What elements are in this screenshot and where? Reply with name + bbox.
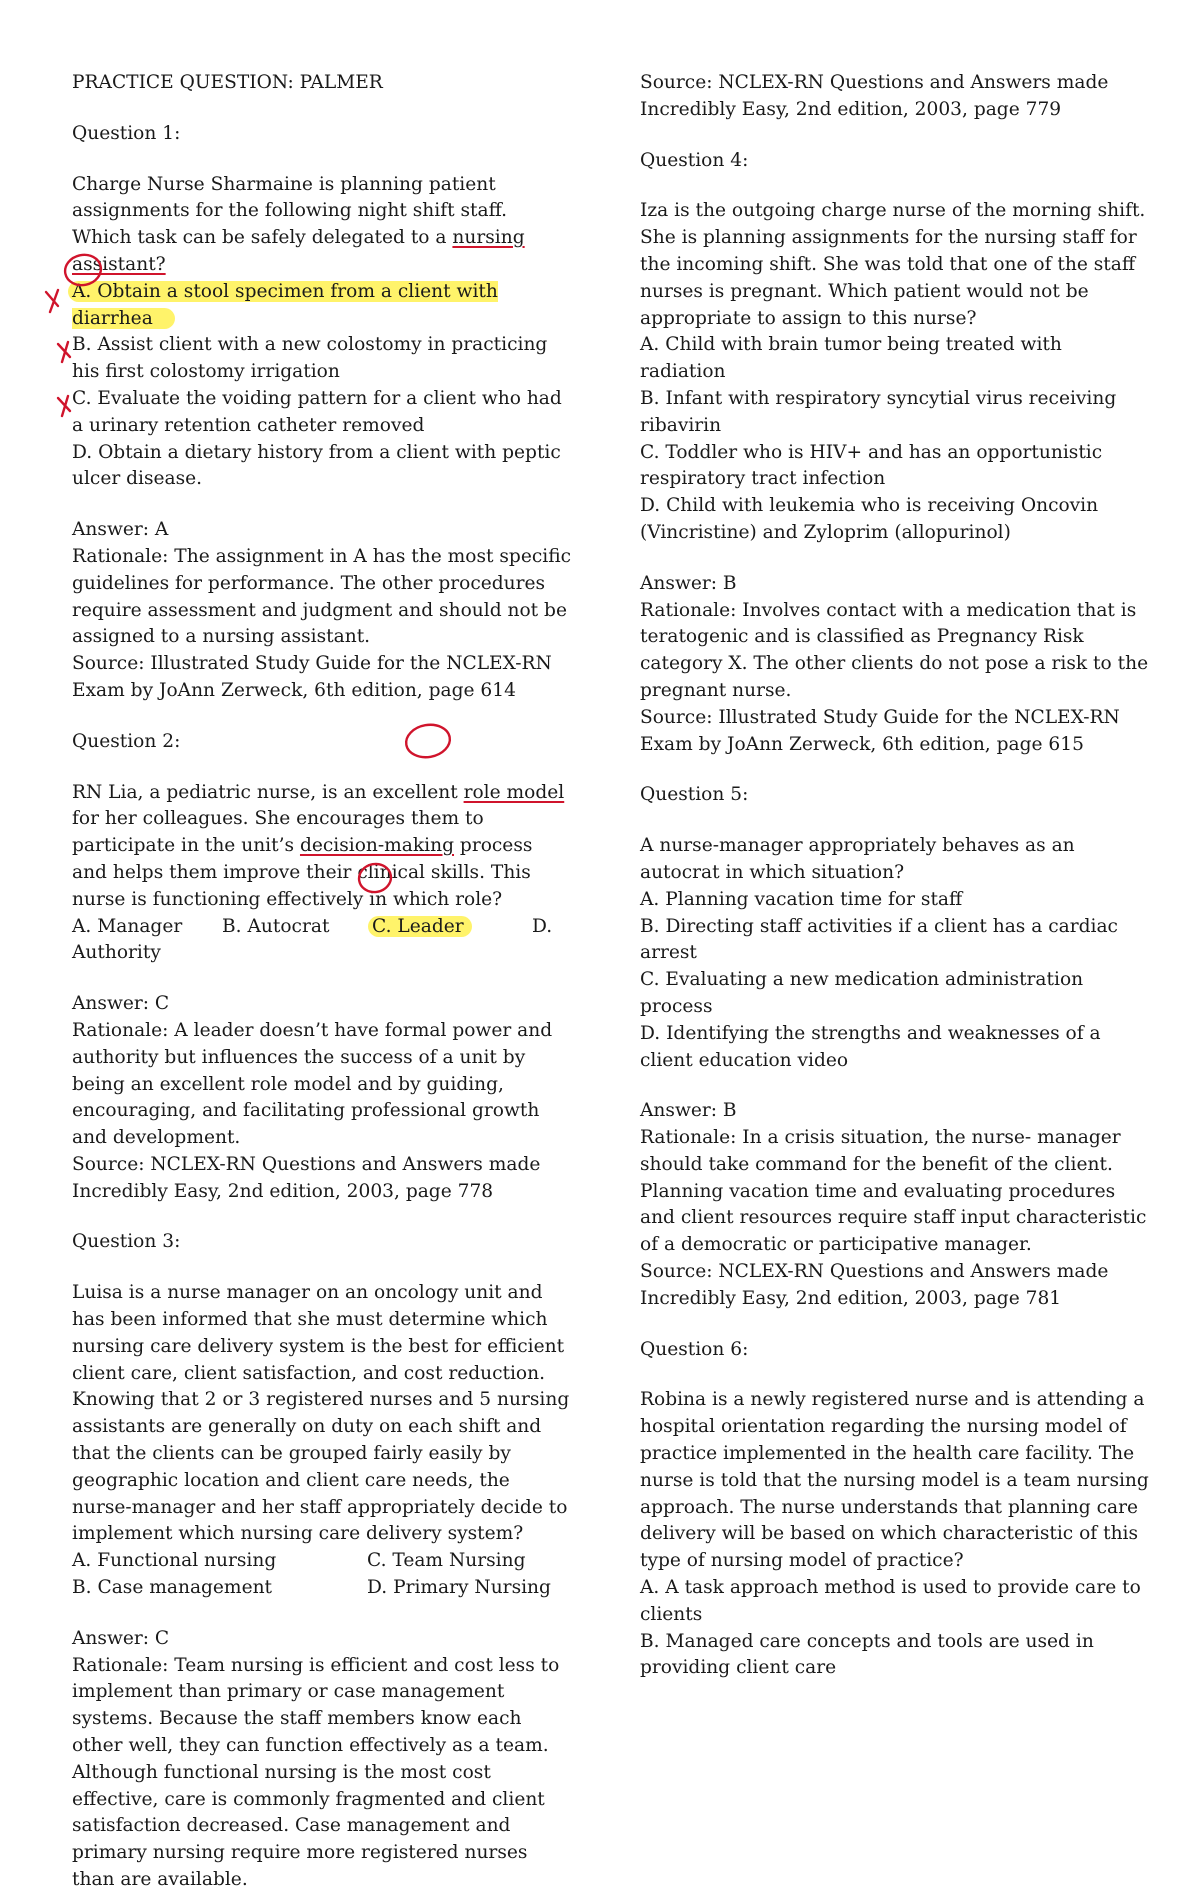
q6-stem: Robina is a newly registered nurse and is attending a hospital orientation regarding the nursing model of practice implemented in the health care facility. The nurse is told that the nursing model is a team nursing approach. The nurse understands that planning care delivery will be based on which characteristic of this type of nursing model of practice? bbox=[640, 1389, 1149, 1572]
q2-option-c bbox=[372, 914, 532, 941]
q3-rationale: Rationale: Team nursing is efficient and cost less to implement than primary or case management systems. Because the staff members know each other well, they can function effectively as a team. Although functional nursing is the most cost effective, care is commonly fragmented and client satisfaction decreased. Case management and primary nursing require more registered nurses than are available. bbox=[72, 1654, 560, 1891]
q5-option-c: C. Evaluating a new medication administration process bbox=[640, 969, 1084, 1017]
q2-underlined-role-model: role model bbox=[463, 781, 565, 803]
q3-option-b: B. Case management bbox=[72, 1577, 273, 1599]
q4-stem: Iza is the outgoing charge nurse of the morning shift. She is planning assignments for the nursing staff for the incoming shift. She was told that one of the staff nurses is pregnant. Which patient would not be appropriate to assign to this nurse? bbox=[640, 200, 1146, 329]
q5-option-d: D. Identifying the strengths and weaknesses of a client education video bbox=[640, 1022, 1101, 1071]
q5-source: Source: NCLEX-RN Questions and Answers made Incredibly Easy, 2nd edition, 2003, page 781 bbox=[640, 1261, 1109, 1309]
q2-option-d: D. bbox=[532, 915, 553, 937]
q3-source: Source: NCLEX-RN Questions and Answers made Incredibly Easy, 2nd edition, 2003, page 779 bbox=[640, 72, 1109, 120]
q6-option-a: A. A task approach method is used to provide care to clients bbox=[640, 1577, 1141, 1625]
q3-option-a: A. Functional nursing bbox=[72, 1550, 277, 1572]
q2-stem bbox=[72, 780, 572, 914]
q4-answer: Answer: B bbox=[640, 572, 737, 594]
q5-heading: Question 5: bbox=[640, 784, 749, 806]
q3-heading: Question 3: bbox=[72, 1231, 181, 1253]
q5-option-a: A. Planning vacation time for staff bbox=[640, 888, 963, 910]
q1-option-b: B. Assist client with a new colostomy in practicing his first colostomy irrigation bbox=[72, 334, 548, 383]
q2-option-b: B. Autocrat bbox=[222, 915, 330, 937]
q2-stem-part-3: process and helps them improve their clinical skills. This nurse is functioning effectively in which role? bbox=[72, 835, 533, 910]
q6-option-b: B. Managed care concepts and tools are used in providing client care bbox=[640, 1630, 1094, 1679]
q4-heading: Question 4: bbox=[640, 149, 749, 171]
q4-rationale: Rationale: Involves contact with a medication that is teratogenic and is classified as Pregnancy Risk category X. The other clients do not pose a risk to the pregnant nurse. bbox=[640, 599, 1149, 701]
q2-source: Source: NCLEX-RN Questions and Answers made Incredibly Easy, 2nd edition, 2003, page 778 bbox=[72, 1153, 541, 1202]
q1-source: Source: Illustrated Study Guide for the NCLEX-RN Exam by JoAnn Zerweck, 6th edition, page 614 bbox=[72, 653, 552, 701]
q1-underlined-phrase: nursing assistant? bbox=[72, 227, 525, 275]
q4-option-c: C. Toddler who is HIV+ and has an opportunistic respiratory tract infection bbox=[640, 441, 1103, 490]
q4-option-d: D. Child with leukemia who is receiving Oncovin (Vincristine) and Zyloprim (allopurinol) bbox=[640, 495, 1099, 543]
q5-option-b: B. Directing staff activities if a client has a cardiac arrest bbox=[640, 915, 1118, 964]
q3-answer: Answer: C bbox=[72, 1627, 170, 1649]
q1-option-a bbox=[72, 279, 572, 333]
q1-stem-text: Charge Nurse Sharmaine is planning patient assignments for the following night shift staff. Which task can be safely bbox=[72, 173, 508, 249]
q1-option-c: C. Evaluate the voiding pattern for a client who had a urinary retention catheter removed bbox=[72, 387, 562, 436]
q1-wrong-mark-c bbox=[58, 342, 70, 362]
q1-option-a-highlight: A. Obtain a stool specimen from a client with diarrhea bbox=[68, 281, 498, 329]
q4-source: Source: Illustrated Study Guide for the NCLEX-RN Exam by JoAnn Zerweck, 6th edition, page 615 bbox=[640, 706, 1120, 755]
q5-answer: Answer: B bbox=[640, 1100, 737, 1122]
page-title: PRACTICE QUESTION: PALMER bbox=[72, 72, 383, 93]
right-column bbox=[640, 70, 1150, 1682]
q5-rationale: Rationale: In a crisis situation, the nurse- manager should take command for the benefit of the client. Planning vacation time and evaluating procedures and client resources require staff input characteristic of a democratic or participative manager. bbox=[640, 1127, 1147, 1256]
q1-wrong-mark-b bbox=[46, 290, 58, 312]
q6-heading: Question 6: bbox=[640, 1338, 749, 1360]
q3-options bbox=[72, 1548, 572, 1602]
q1-heading: Question 1: bbox=[72, 122, 181, 144]
q1-stem bbox=[72, 172, 572, 279]
q2-option-d-continued: Authority bbox=[72, 942, 161, 964]
q2-heading: Question 2: bbox=[72, 730, 181, 752]
q2-rationale: Rationale: A leader doesn’t have formal power and authority but influences the success of a unit by being an excellent role model and by guiding, encouraging, and facilitating professional growth and development. bbox=[72, 1019, 553, 1149]
q2-underlined-decision-making: decision-making bbox=[299, 835, 454, 857]
q5-stem: A nurse-manager appropriately behaves as an autocrat in which situation? bbox=[640, 835, 1075, 883]
q1-stem-end: delegated to a bbox=[311, 227, 453, 249]
q1-answer: Answer: A bbox=[72, 519, 169, 541]
q3-option-d: D. Primary Nursing bbox=[367, 1577, 551, 1599]
q2-option-c-highlight: C. Leader bbox=[368, 916, 472, 937]
q4-option-a: A. Child with brain tumor being treated with radiation bbox=[640, 334, 1062, 383]
q2-option-a: A. Manager bbox=[72, 915, 183, 937]
q2-answer: Answer: C bbox=[72, 993, 170, 1015]
q1-wrong-mark-d bbox=[58, 396, 70, 416]
q3-stem: Luisa is a nurse manager on an oncology unit and has been informed that she must determine which nursing care delivery system is the best for efficient client care, client satisfaction, and cost reduction. Knowing that 2 or 3 registered nurses and 5 nursing assistants are generally on duty on each shift and that the clients can be grouped fairly easily by geographic location and client care needs, the nurse-manager and her staff appropriately decide to implement which nursing care delivery system? bbox=[72, 1282, 570, 1545]
q1-rationale: Rationale: The assignment in A has the most specific guidelines for performance. The other procedures require assessment and judgment and should not be assigned to a nursing assistant. bbox=[72, 545, 572, 648]
q2-stem-part-2: for her colleagues. She encourages them to participate in the unit’s bbox=[72, 808, 484, 857]
q2-stem-part-1: RN Lia, a pediatric nurse, is an excellent bbox=[72, 781, 464, 803]
q1-option-d: D. Obtain a dietary history from a client with peptic ulcer disease. bbox=[72, 441, 561, 490]
q3-option-c: C. Team Nursing bbox=[367, 1550, 526, 1572]
q2-options bbox=[72, 914, 572, 941]
left-column bbox=[72, 70, 572, 1894]
q4-option-b: B. Infant with respiratory syncytial virus receiving ribavirin bbox=[640, 387, 1117, 436]
